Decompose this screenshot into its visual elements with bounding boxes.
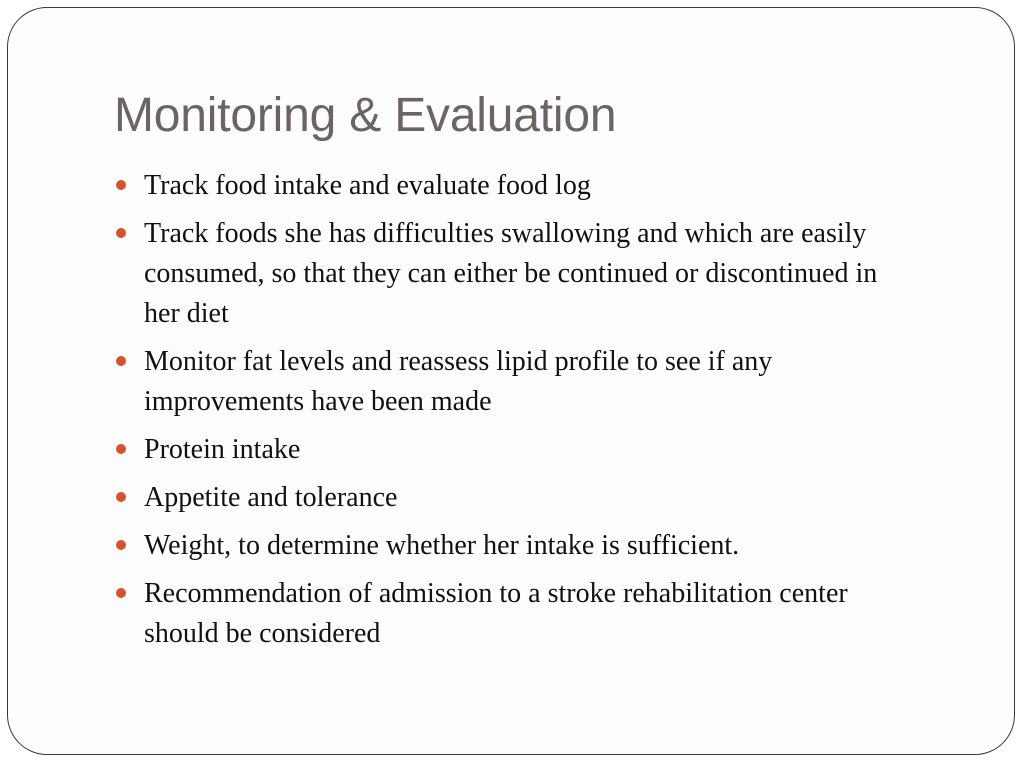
bullet-item [114, 342, 914, 422]
bullet-dot-icon [116, 180, 126, 190]
bullet-text: Appetite and tolerance [144, 482, 398, 513]
bullet-dot-icon [116, 356, 126, 366]
bullet-dot-icon [116, 588, 126, 598]
bullet-list [114, 166, 914, 662]
bullet-text: Monitor fat levels and reassess lipid profile to see if any improvements have been made [144, 346, 773, 417]
bullet-dot-icon [116, 492, 126, 502]
bullet-item [114, 574, 914, 654]
slide-title: Monitoring & Evaluation [114, 89, 617, 142]
bullet-item [114, 526, 914, 566]
bullet-text: Protein intake [144, 434, 301, 465]
bullet-text: Recommendation of admission to a stroke rehabilitation center should be considered [144, 578, 848, 649]
bullet-dot-icon [116, 228, 126, 238]
bullet-dot-icon [116, 444, 126, 454]
bullet-dot-icon [116, 540, 126, 550]
bullet-item [114, 166, 914, 206]
bullet-item [114, 478, 914, 518]
bullet-text: Track food intake and evaluate food log [144, 170, 591, 201]
bullet-text: Track foods she has difficulties swallowing and which are easily consumed, so that they can either be continued or discontinued in her diet [144, 218, 878, 329]
bullet-text: Weight, to determine whether her intake is sufficient. [144, 530, 740, 561]
bullet-item [114, 214, 914, 334]
bullet-item [114, 430, 914, 470]
